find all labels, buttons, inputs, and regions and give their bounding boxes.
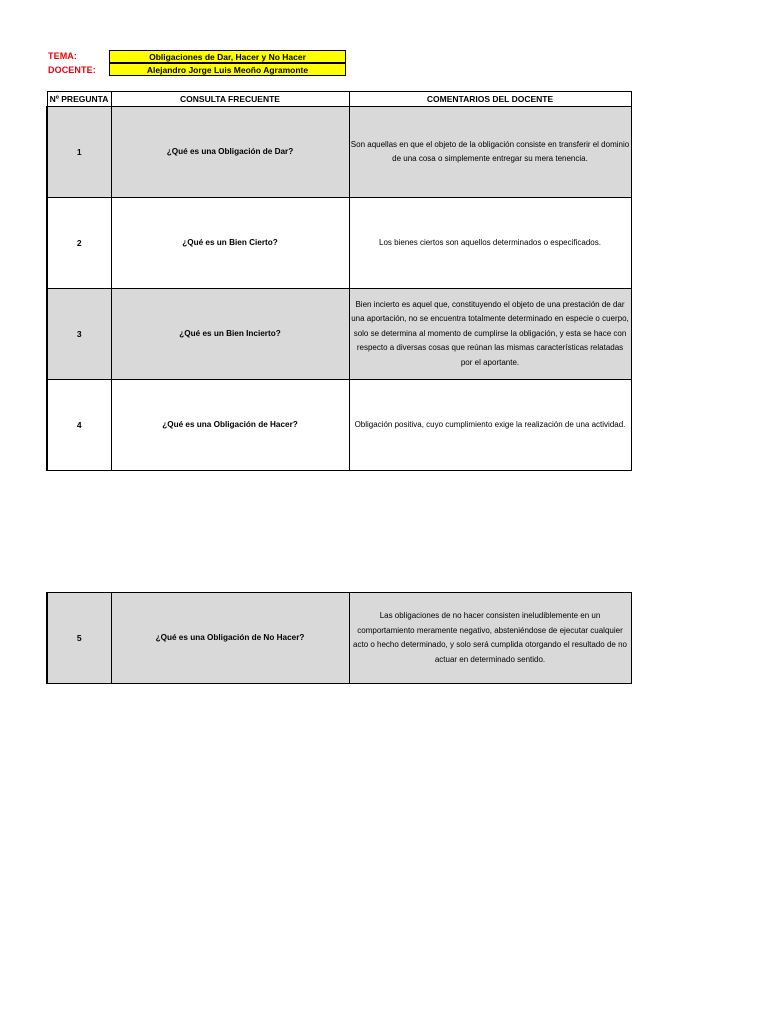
row-comment: Bien incierto es aquel que, constituyendo el objeto de una prestación de dar una aportación, no se encuentra totalmente determinado en especie o cuerpo, solo se determina al momento de cumplirse la obligación, y esta se hace con respecto a diversas cosas que reúnan las mismas características relatadas por el aportante. <box>349 289 631 380</box>
row-question: ¿Qué es un Bien Incierto? <box>111 289 349 380</box>
row-question: ¿Qué es una Obligación de Hacer? <box>111 380 349 471</box>
table-row <box>47 107 631 198</box>
tema-value: Obligaciones de Dar, Hacer y No Hacer <box>109 50 346 63</box>
row-number: 3 <box>47 289 111 380</box>
faq-table-header <box>47 92 631 107</box>
row-number: 1 <box>47 107 111 198</box>
row-number: 5 <box>47 593 111 684</box>
column-header-comment: COMENTARIOS DEL DOCENTE <box>349 92 631 107</box>
row-number: 2 <box>47 198 111 289</box>
docente-label: DOCENTE: <box>48 65 96 75</box>
table-row <box>47 289 631 380</box>
column-header-number: Nº PREGUNTA <box>47 92 111 107</box>
row-comment: Son aquellas en que el objeto de la obligación consiste en transferir el dominio de una cosa o simplemente entregar su mera tenencia. <box>349 107 631 198</box>
table-row <box>47 380 631 471</box>
row-question: ¿Qué es una Obligación de No Hacer? <box>111 593 349 684</box>
row-comment: Los bienes ciertos son aquellos determinados o especificados. <box>349 198 631 289</box>
docente-value: Alejandro Jorge Luis Meoño Agramonte <box>109 63 346 76</box>
row-question: ¿Qué es una Obligación de Dar? <box>111 107 349 198</box>
row-number: 4 <box>47 380 111 471</box>
table-row <box>47 198 631 289</box>
row-comment: Obligación positiva, cuyo cumplimiento exige la realización de una actividad. <box>349 380 631 471</box>
tema-label: TEMA: <box>48 51 77 61</box>
column-header-question: CONSULTA FRECUENTE <box>111 92 349 107</box>
faq-table <box>46 91 632 471</box>
row-comment: Las obligaciones de no hacer consisten ineludiblemente en un comportamiento meramente negativo, absteniéndose de ejecutar cualquier acto o hecho determinado, y solo será cumplida otorgando el resultado de no actuar en determinado sentido. <box>349 593 631 684</box>
faq-table-continued <box>46 592 632 684</box>
row-question: ¿Qué es un Bien Cierto? <box>111 198 349 289</box>
table-row <box>47 593 631 684</box>
